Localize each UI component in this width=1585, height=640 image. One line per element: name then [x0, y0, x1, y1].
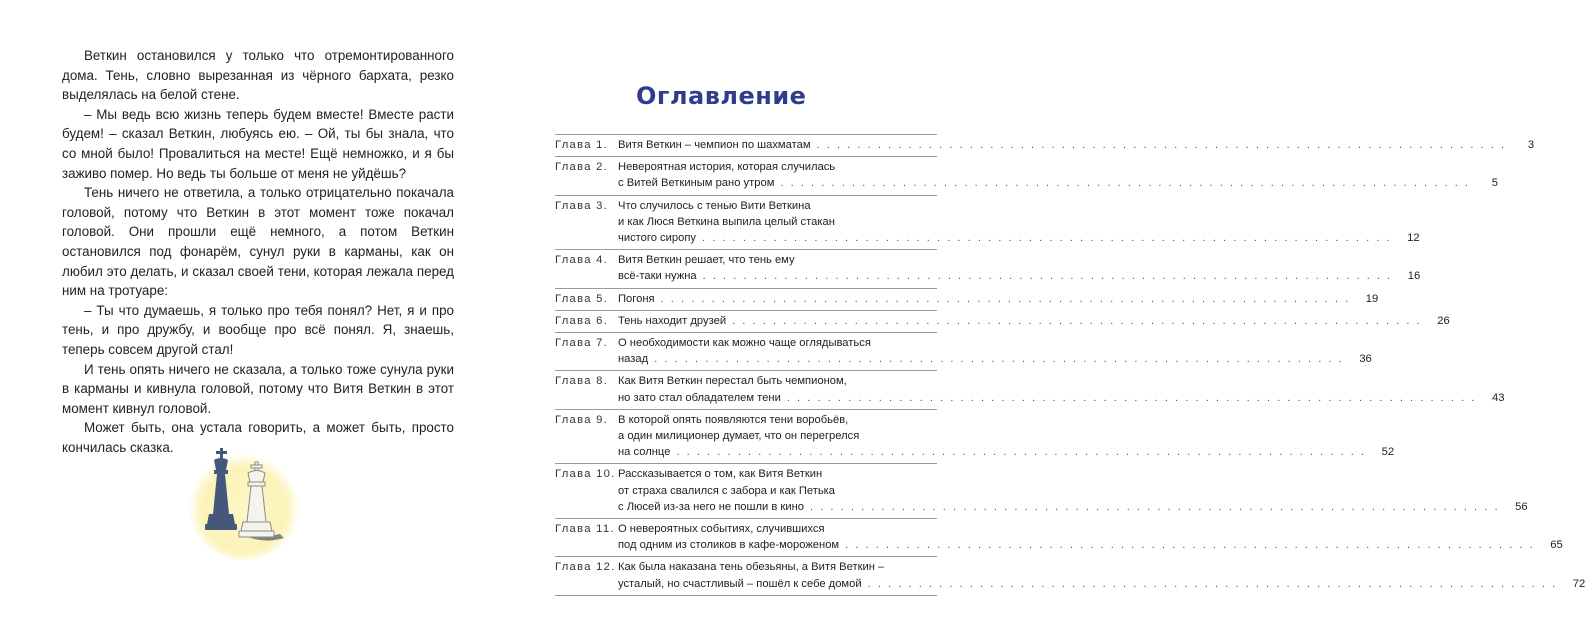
toc-chapter-title: назад	[618, 353, 649, 366]
toc-page-number: 56	[1515, 500, 1528, 513]
toc-chapter-title: Витя Веткин решает, что тень ему	[618, 254, 795, 267]
toc-chapter-title: Как была наказана тень обезьяны, а Витя Веткин –	[618, 561, 885, 574]
toc-leader-dots	[654, 351, 1344, 367]
toc-leader-dots	[810, 499, 1500, 515]
toc-leader-dots	[868, 576, 1558, 592]
toc-entry-8[interactable]	[555, 371, 1505, 409]
toc-leader-dots	[787, 390, 1477, 406]
toc-chapter-number: Глава 4.	[555, 254, 609, 267]
toc-chapter-title: О невероятных событиях, случившихся	[618, 523, 825, 536]
toc-page-number: 5	[1491, 177, 1499, 190]
toc-chapter-number: Глава 6.	[555, 314, 609, 327]
story-paragraph-1: Веткин остановился у только что отремонтированного дома. Тень, словно вырезанная из чёрного бархата, резко выделялась на белой стене.	[62, 48, 454, 103]
toc-chapter-number: Глава 11.	[555, 523, 615, 536]
toc-chapter-number: Глава 5.	[555, 292, 609, 305]
toc-entry-6[interactable]	[555, 311, 1450, 333]
toc-page-number: 19	[1365, 292, 1379, 305]
toc-chapter-title: с Витей Веткиным рано утром	[618, 177, 775, 190]
toc-chapter-title: О необходимости как можно чаще оглядываться	[618, 337, 871, 350]
chess-illustration	[184, 440, 304, 560]
toc-chapter-number: Глава 9.	[555, 413, 609, 426]
toc-entry-3[interactable]	[555, 196, 1420, 251]
toc-chapter-number: Глава 1.	[555, 139, 609, 151]
toc-page-number: 72	[1572, 577, 1585, 590]
toc-chapter-title: Невероятная история, которая случилась	[618, 161, 836, 174]
story-paragraph-6: Может быть, она устала говорить, а может быть, просто кончилась сказка.	[62, 420, 454, 455]
story-paragraph-4: – Ты что думаешь, я только про тебя понял? Нет, я и про тень, и про дружбу, и вообще про всё понял. Я, знаешь, теперь совсем другой стал!	[62, 302, 454, 357]
glow-circle	[188, 448, 300, 560]
toc-chapter-title: Как Витя Веткин перестал быть чемпионом,	[618, 375, 847, 388]
toc-chapter-number: Глава 7.	[555, 337, 609, 350]
toc-chapter-title: Витя Веткин – чемпион по шахматам	[618, 139, 811, 151]
toc-leader-dots	[702, 230, 1392, 246]
toc-chapter-number: Глава 8.	[555, 375, 609, 388]
toc-leader-dots	[845, 537, 1535, 553]
toc-leader-dots	[703, 268, 1393, 284]
toc-leader-dots	[780, 175, 1470, 191]
toc-chapter-title: чистого сиропу	[618, 232, 696, 245]
toc-entry-2[interactable]	[555, 157, 1499, 195]
story-paragraph-5: И тень опять ничего не сказала, а только тоже сунула руки в карманы и кивнула головой, потому что Витя Веткин в этот момент кивнул головой.	[62, 361, 454, 416]
toc-chapter-title: на солнце	[618, 446, 671, 459]
toc-chapter-title: с Люсей из-за него не пошли в кино	[618, 500, 804, 513]
toc-chapter-number: Глава 12.	[555, 561, 616, 574]
toc-entry-4[interactable]	[555, 250, 1421, 288]
toc-chapter-title: Что случилось с тенью Вити Веткина	[618, 199, 811, 212]
toc-page-number: 43	[1492, 391, 1505, 404]
toc-chapter-title: Рассказывается о том, как Витя Веткин	[618, 468, 823, 481]
toc-chapter-title: под одним из столиков в кафе-мороженом	[618, 539, 840, 552]
toc-entry-9[interactable]	[555, 410, 1395, 465]
toc-entry-12[interactable]	[555, 557, 1585, 595]
toc-chapter-title: усталый, но счастливый – пошёл к себе домой	[618, 577, 862, 590]
toc-chapter-title: Погоня	[618, 292, 655, 305]
toc-page-number: 52	[1381, 446, 1395, 459]
toc-chapter-number: Глава 3.	[555, 199, 609, 212]
toc-chapter-title: но зато стал обладателем тени	[618, 391, 781, 404]
story-paragraph-2: – Мы ведь всю жизнь теперь будем вместе! Вместе расти будем! – сказал Веткин, любуясь ею. – Ой, ты бы знала, что со мной было! Провалиться на месте! Ещё немножко, и я бы заживо помер. Но ведь ты больше от меня не уйдёшь?	[62, 106, 454, 181]
toc-leader-dots	[732, 313, 1422, 329]
toc-page-number: 65	[1550, 539, 1563, 552]
toc-chapter-title: В которой опять появляются тени воробьёв,	[618, 413, 849, 426]
toc-chapter-title: и как Люся Веткина выпила целый стакан	[618, 215, 835, 228]
left-page-text	[62, 46, 454, 457]
toc-page-number: 3	[1527, 139, 1535, 151]
toc-chapter-title: а один милиционер думает, что он перегрелся	[618, 430, 860, 443]
toc-title: Оглавление	[636, 82, 807, 110]
toc-entry-5[interactable]	[555, 289, 1379, 311]
toc-page-number: 16	[1407, 270, 1421, 283]
toc-chapter-number: Глава 2.	[555, 161, 609, 174]
toc-chapter-number: Глава 10.	[555, 468, 616, 481]
toc-leader-dots	[817, 137, 1507, 153]
story-paragraph-3: Тень ничего не ответила, а только отрицательно покачала головой, потому что Веткин в этот момент тоже покачал головой. Они прошли ещё немного, а потом Веткин остановился под фонарём, сунул руки в карманы, как он любил это делать, и сказал своей тени, которая лежала перед ним на тротуаре:	[62, 185, 454, 299]
toc-entry-7[interactable]	[555, 333, 1372, 371]
toc-entry-10[interactable]	[555, 464, 1528, 519]
toc-page-number: 36	[1359, 353, 1372, 366]
toc-chapter-title: от страха свалился с забора и как Петька	[618, 484, 836, 497]
toc-entry-1[interactable]	[555, 135, 1535, 157]
toc-chapter-title: Тень находит друзей	[618, 314, 727, 327]
toc-page-number: 12	[1407, 232, 1420, 245]
toc-leader-dots	[676, 444, 1366, 460]
chess-pieces-icon	[184, 440, 304, 560]
toc-chapter-title: всё-таки нужна	[618, 270, 697, 283]
toc-list	[555, 134, 1585, 596]
toc-leader-dots	[661, 291, 1351, 307]
toc-page-number: 26	[1437, 314, 1450, 327]
toc-entry-11[interactable]	[555, 519, 1563, 557]
